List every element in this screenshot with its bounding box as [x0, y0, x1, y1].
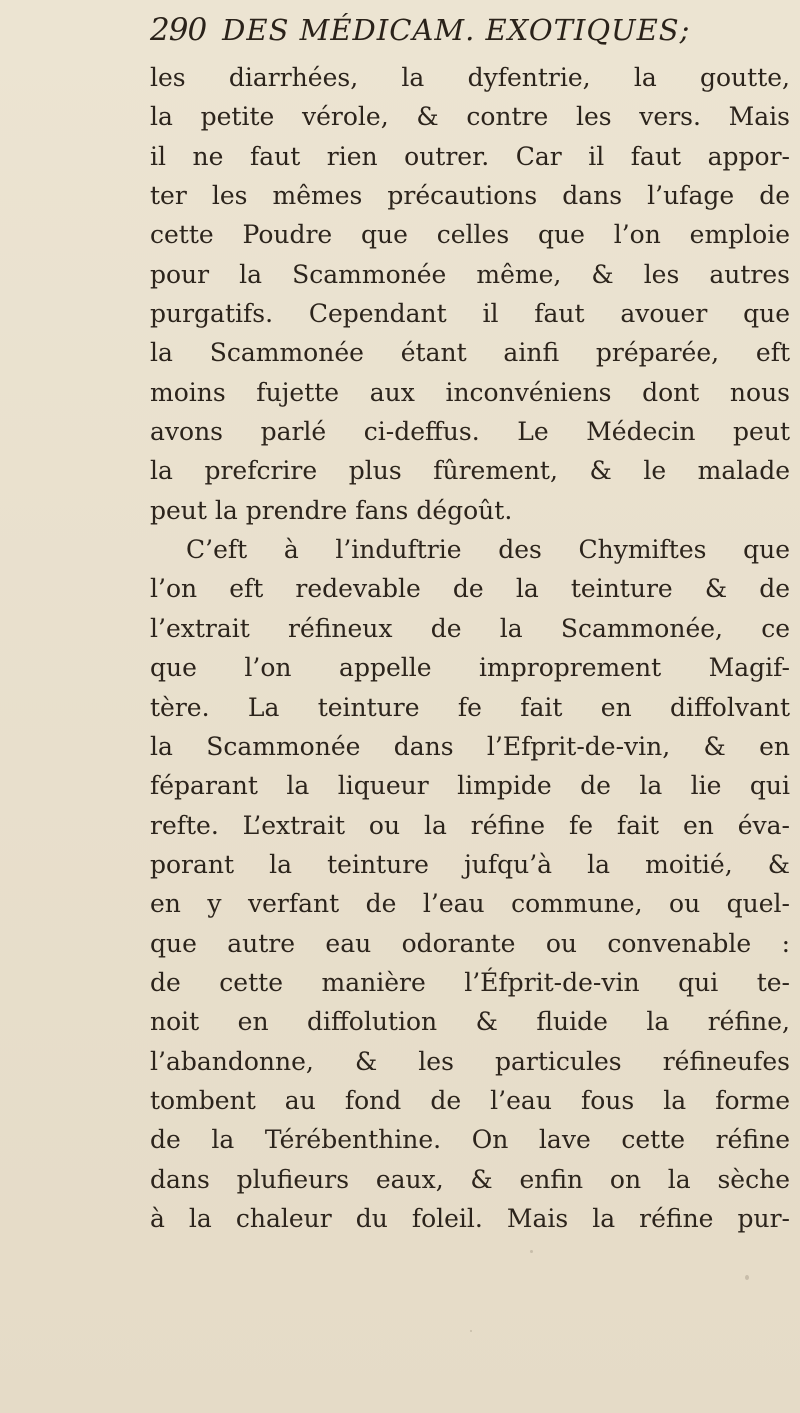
paper-speck [470, 1330, 472, 1332]
text-line: la petite vérole, & contre les vers. Mais [150, 102, 790, 132]
text-line: féparant la liqueur limpide de la lie qui [150, 771, 790, 801]
text-line: moins fujette aux inconvéniens dont nous [150, 377, 790, 407]
text-line: à la chaleur du foleil. Mais la réfine pur- [150, 1203, 790, 1233]
running-title: DES MÉDICAM. EXOTIQUES; [222, 13, 691, 47]
page-number: 290 [150, 12, 207, 48]
text-line: ter les mêmes précautions dans l’ufage de [150, 181, 790, 211]
text-line: en y verfant de l’eau commune, ou quel- [150, 889, 790, 919]
text-line: noit en diffolution & fluide la réfine, [150, 1007, 790, 1037]
text-line: tombent au fond de l’eau fous la forme [150, 1085, 790, 1115]
text-line: l’on eft redevable de la teinture & de [150, 574, 790, 604]
text-line: la Scammonée étant ainfi préparée, eft [150, 338, 790, 368]
body-text [150, 58, 790, 1238]
text-line: porant la teinture jufqu’à la moitié, & [150, 849, 790, 879]
text-line: de cette manière l’Éfprit-de-vin qui te- [150, 967, 790, 997]
text-line: de la Térébenthine. On lave cette réfine [150, 1125, 790, 1155]
text-line: dans plufieurs eaux, & enfin on la sèche [150, 1164, 790, 1194]
text-line: l’extrait réfineux de la Scammonée, ce [150, 613, 790, 643]
paper-speck [530, 1250, 533, 1253]
text-line: la prefcrire plus fûrement, & le malade [150, 456, 790, 486]
text-line: tère. La teinture fe fait en diffolvant [150, 692, 790, 722]
text-line: il ne faut rien outrer. Car il faut appor- [150, 141, 790, 171]
text-line: cette Poudre que celles que l’on emploie [150, 220, 790, 250]
text-line: avons parlé ci-deffus. Le Médecin peut [150, 417, 790, 447]
text-line: la Scammonée dans l’Efprit-de-vin, & en [150, 731, 790, 761]
text-line: l’abandonne, & les particules réfineufes [150, 1046, 790, 1076]
text-line: que l’on appelle improprement Magif- [150, 653, 790, 683]
text-line: que autre eau odorante ou convenable : [150, 928, 790, 958]
text-line: peut la prendre fans dégoût. [150, 495, 513, 525]
text-line: purgatifs. Cependant il faut avouer que [150, 299, 790, 329]
text-line: les diarrhées, la dyfentrie, la goutte, [150, 63, 790, 92]
text-line: refte. L’extrait ou la réfine fe fait en éva- [150, 810, 790, 840]
text-line: C’eft à l’induftrie des Chymiftes que [186, 535, 790, 565]
paper-speck [745, 1275, 749, 1280]
text-line: pour la Scammonée même, & les autres [150, 259, 790, 289]
page-header [150, 12, 790, 64]
